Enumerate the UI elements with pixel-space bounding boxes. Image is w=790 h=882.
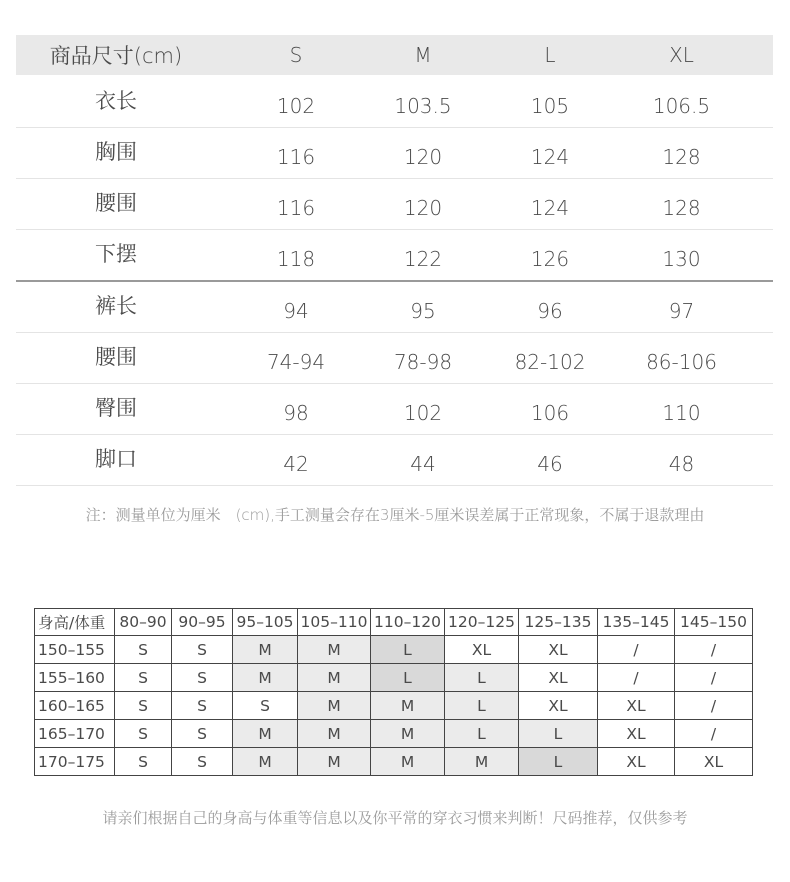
table-row	[35, 636, 753, 664]
table-row	[16, 128, 773, 179]
cell: L	[445, 720, 519, 748]
cell: 98	[283, 401, 309, 425]
cell: L	[445, 664, 519, 692]
cell: S	[115, 664, 172, 692]
cell: M	[233, 664, 298, 692]
cell: 116	[276, 196, 316, 220]
cell: M	[371, 692, 445, 720]
cell: 128	[662, 145, 701, 169]
cell: M	[298, 692, 371, 720]
cell: 106.5	[652, 94, 711, 118]
cell: 128	[662, 196, 701, 220]
row-label: 脚口	[95, 447, 137, 471]
cell: 44	[410, 452, 436, 476]
header-cell: 110–120	[371, 609, 445, 636]
cell: 126	[530, 247, 570, 271]
row-label: 170–175	[35, 748, 115, 776]
cell: 106	[530, 401, 570, 425]
row-label: 臀围	[95, 396, 137, 420]
cell: 82-102	[514, 350, 586, 374]
table-row	[16, 282, 773, 333]
cell: S	[172, 720, 233, 748]
cell: 118	[276, 247, 316, 271]
table-row	[16, 333, 773, 384]
header-cell: 80–90	[115, 609, 172, 636]
measurement-note: 注：测量单位为厘米 (cm),手工测量会存在3厘米-5厘米误差属于正常现象，不属于退款理由	[85, 506, 705, 524]
cell: 105	[530, 94, 570, 118]
header-l: L	[544, 43, 556, 67]
cell: S	[115, 636, 172, 664]
size-table-header	[16, 35, 773, 75]
recommendation-note: 请亲们根据自己的身高与体重等信息以及你平常的穿衣习惯来判断！尺码推荐，仅供参考	[102, 809, 688, 827]
cell: 95	[410, 299, 436, 323]
cell: L	[371, 636, 445, 664]
cell: S	[172, 748, 233, 776]
table-row	[16, 384, 773, 435]
cell: M	[445, 748, 519, 776]
cell: 46	[537, 452, 563, 476]
header-cell: 身高/体重	[35, 609, 115, 636]
cell: 124	[530, 196, 570, 220]
cell: 48	[668, 452, 695, 476]
cell: 102	[276, 94, 316, 118]
cell: 86-106	[646, 350, 717, 374]
row-label: 165–170	[35, 720, 115, 748]
size-table	[16, 35, 773, 486]
cell: XL	[445, 636, 519, 664]
cell: S	[233, 692, 298, 720]
header-s: S	[289, 43, 303, 67]
cell: /	[598, 664, 675, 692]
cell: 124	[530, 145, 570, 169]
header-cell: 135–145	[598, 609, 675, 636]
cell: XL	[519, 636, 598, 664]
cell: S	[115, 720, 172, 748]
row-label: 腰围	[95, 191, 137, 215]
cell: 116	[276, 145, 316, 169]
cell: 97	[668, 299, 695, 323]
cell: S	[115, 748, 172, 776]
cell: XL	[598, 720, 675, 748]
cell: 122	[403, 247, 443, 271]
cell: M	[298, 720, 371, 748]
header-label: 商品尺寸(cm)	[49, 44, 183, 68]
table-row	[16, 435, 773, 486]
cell: 110	[662, 401, 701, 425]
row-label: 腰围	[95, 345, 137, 369]
cell: M	[371, 720, 445, 748]
cell: M	[371, 748, 445, 776]
cell: XL	[598, 692, 675, 720]
cell: 120	[403, 196, 443, 220]
cell: /	[675, 720, 753, 748]
fit-table	[34, 608, 753, 776]
cell: /	[598, 636, 675, 664]
cell: S	[172, 692, 233, 720]
header-cell: 95–105	[233, 609, 298, 636]
cell: 78-98	[393, 350, 453, 374]
cell: M	[298, 636, 371, 664]
cell: 74-94	[266, 350, 326, 374]
header-cell: 125–135	[519, 609, 598, 636]
cell: 42	[283, 452, 309, 476]
cell: XL	[598, 748, 675, 776]
row-label: 150–155	[35, 636, 115, 664]
cell: XL	[519, 664, 598, 692]
table-row	[16, 230, 773, 282]
cell: XL	[519, 692, 598, 720]
table-row	[35, 748, 753, 776]
table-row	[35, 720, 753, 748]
header-xl: XL	[669, 43, 694, 67]
cell: 102	[403, 401, 443, 425]
cell: L	[519, 720, 598, 748]
cell: M	[298, 748, 371, 776]
cell: M	[298, 664, 371, 692]
header-cell: 145–150	[675, 609, 753, 636]
cell: M	[233, 636, 298, 664]
row-label: 160–165	[35, 692, 115, 720]
cell: /	[675, 692, 753, 720]
cell: L	[371, 664, 445, 692]
table-row	[16, 77, 773, 128]
row-label: 155–160	[35, 664, 115, 692]
cell: 96	[537, 299, 563, 323]
header-cell: 90–95	[172, 609, 233, 636]
cell: M	[233, 748, 298, 776]
cell: 120	[403, 145, 443, 169]
cell: 103.5	[394, 94, 452, 118]
fit-table-header	[35, 609, 753, 636]
cell: XL	[675, 748, 753, 776]
cell: 94	[283, 299, 309, 323]
cell: S	[172, 636, 233, 664]
header-m: M	[414, 43, 432, 67]
table-row	[16, 179, 773, 230]
cell: S	[115, 692, 172, 720]
cell: /	[675, 636, 753, 664]
cell: S	[172, 664, 233, 692]
row-label: 裤长	[95, 294, 137, 318]
cell: M	[233, 720, 298, 748]
header-cell: 120–125	[445, 609, 519, 636]
row-label: 下摆	[95, 242, 137, 266]
table-row	[35, 692, 753, 720]
table-row	[35, 664, 753, 692]
cell: L	[519, 748, 598, 776]
cell: /	[675, 664, 753, 692]
row-label: 胸围	[95, 140, 137, 164]
cell: L	[445, 692, 519, 720]
cell: 130	[662, 247, 701, 271]
row-label: 衣长	[95, 89, 137, 113]
header-cell: 105–110	[298, 609, 371, 636]
